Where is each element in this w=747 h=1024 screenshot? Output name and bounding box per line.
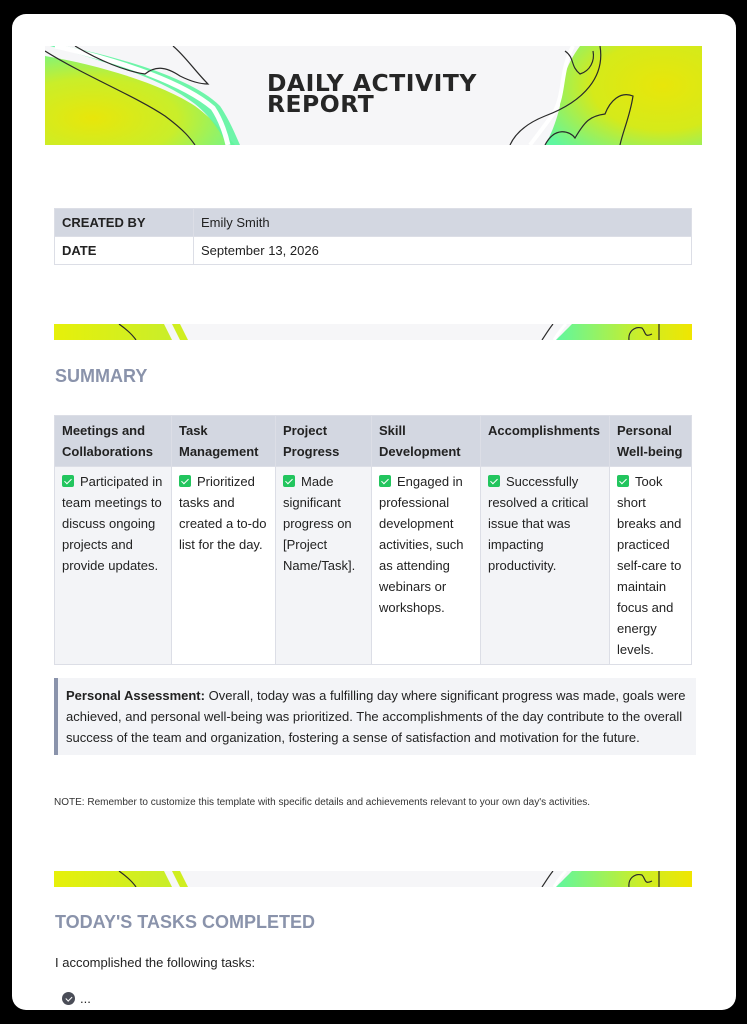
section-divider xyxy=(54,871,692,887)
checkbox-checked-icon[interactable] xyxy=(179,475,191,487)
tasks-intro: I accomplished the following tasks: xyxy=(55,955,256,970)
checkbox-checked-icon[interactable] xyxy=(62,475,74,487)
cell-text: Made significant progress on [Project Name/Task]. xyxy=(283,474,356,573)
checkbox-checked-icon[interactable] xyxy=(617,475,629,487)
summary-table xyxy=(54,415,692,665)
column-header: Accomplishments xyxy=(481,416,610,467)
column-header: Meetings and Collaborations xyxy=(55,416,172,467)
column-header: Project Progress xyxy=(276,416,372,467)
summary-cell xyxy=(55,467,172,665)
cell-text: Took short breaks and practiced self-care to maintain focus and energy levels. xyxy=(617,474,682,657)
summary-cell xyxy=(172,467,276,665)
summary-cell xyxy=(372,467,481,665)
report-title xyxy=(266,71,477,118)
meta-row-date xyxy=(55,237,692,265)
column-header: Skill Development xyxy=(372,416,481,467)
checkbox-checked-icon[interactable] xyxy=(283,475,295,487)
task-text: ... xyxy=(80,991,91,1006)
meta-label: DATE xyxy=(55,237,194,265)
document-page xyxy=(12,14,736,1010)
meta-value[interactable]: September 13, 2026 xyxy=(194,237,692,265)
summary-heading: SUMMARY xyxy=(55,366,148,386)
checkbox-checked-icon[interactable] xyxy=(379,475,391,487)
title-line-1: DAILY ACTIVITY xyxy=(266,71,477,97)
column-header: Personal Well-being xyxy=(610,416,692,467)
cell-text: Engaged in professional development activities, such as attending webinars or workshops. xyxy=(379,474,464,615)
column-header: Task Management xyxy=(172,416,276,467)
cell-text: Successfully resolved a critical issue that was impacting productivity. xyxy=(488,474,589,573)
checkbox-checked-icon[interactable] xyxy=(488,475,500,487)
note-label: NOTE: xyxy=(54,797,85,808)
meta-row-created-by xyxy=(55,209,692,237)
meta-label: CREATED BY xyxy=(55,209,194,237)
assessment-label: Personal Assessment: xyxy=(66,688,205,703)
title-line-2: REPORT xyxy=(266,92,375,118)
summary-header-row xyxy=(55,416,692,467)
cell-text: Participated in team meetings to discuss ongoing projects and provide updates. xyxy=(62,474,163,573)
divider-decoration-icon xyxy=(54,871,692,887)
summary-cell xyxy=(481,467,610,665)
summary-body-row xyxy=(55,467,692,665)
summary-cell xyxy=(276,467,372,665)
header-banner xyxy=(45,46,702,145)
personal-assessment-callout xyxy=(54,678,696,755)
check-circle-icon[interactable] xyxy=(62,992,75,1005)
tasks-heading: TODAY'S TASKS COMPLETED xyxy=(55,912,315,932)
meta-value[interactable]: Emily Smith xyxy=(194,209,692,237)
meta-table xyxy=(54,208,692,265)
summary-cell xyxy=(610,467,692,665)
assessment-text: Overall, today was a fulfilling day where significant progress was made, goals were achieved, and personal well-being was prioritized. The accomplishments of the day contribute to the overall success of the team and organization, fostering a sense of satisfaction and motivation for the future. xyxy=(66,688,686,745)
section-divider xyxy=(54,324,692,340)
note xyxy=(54,797,590,808)
divider-decoration-icon xyxy=(54,324,692,340)
cell-text: Prioritized tasks and created a to-do list for the day. xyxy=(179,474,267,552)
task-item xyxy=(62,991,91,1006)
note-text: Remember to customize this template with specific details and achievements relevant to your own day's activities. xyxy=(84,797,591,808)
